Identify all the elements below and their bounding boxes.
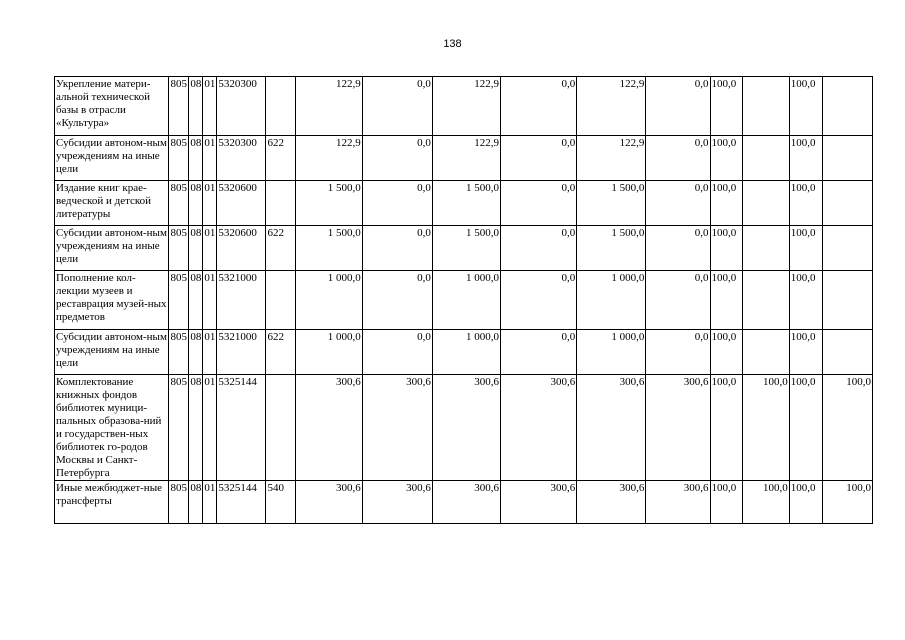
code-ministry: 805 bbox=[169, 330, 189, 375]
value-4: 0,0 bbox=[501, 226, 577, 271]
code-ministry: 805 bbox=[169, 481, 189, 524]
row-name: Субсидии автоном-ным учреждениям на иные цели bbox=[55, 136, 169, 181]
code-target: 5325144 bbox=[217, 481, 266, 524]
value-3: 300,6 bbox=[432, 375, 500, 481]
code-section: 08 bbox=[189, 271, 203, 330]
code-ministry: 805 bbox=[169, 375, 189, 481]
value-3: 122,9 bbox=[432, 77, 500, 136]
code-section: 08 bbox=[189, 181, 203, 226]
percent-2 bbox=[742, 226, 789, 271]
value-4: 0,0 bbox=[501, 136, 577, 181]
table-row bbox=[55, 226, 873, 271]
row-name: Субсидии автоном-ным учреждениям на иные цели bbox=[55, 330, 169, 375]
value-4: 300,6 bbox=[501, 481, 577, 524]
percent-3: 100,0 bbox=[789, 330, 822, 375]
value-1: 1 000,0 bbox=[295, 271, 362, 330]
code-expense-type: 540 bbox=[266, 481, 295, 524]
value-2: 0,0 bbox=[362, 181, 432, 226]
value-3: 1 000,0 bbox=[432, 330, 500, 375]
percent-4 bbox=[822, 77, 872, 136]
percent-2 bbox=[742, 330, 789, 375]
value-4: 300,6 bbox=[501, 375, 577, 481]
code-target: 5321000 bbox=[217, 271, 266, 330]
code-target: 5321000 bbox=[217, 330, 266, 375]
code-expense-type: 622 bbox=[266, 330, 295, 375]
code-expense-type bbox=[266, 271, 295, 330]
percent-2 bbox=[742, 181, 789, 226]
percent-1: 100,0 bbox=[710, 330, 742, 375]
code-subsection: 01 bbox=[203, 226, 217, 271]
value-6: 300,6 bbox=[646, 481, 710, 524]
table-row bbox=[55, 271, 873, 330]
percent-3: 100,0 bbox=[789, 375, 822, 481]
value-1: 300,6 bbox=[295, 481, 362, 524]
value-6: 0,0 bbox=[646, 330, 710, 375]
percent-4: 100,0 bbox=[822, 481, 872, 524]
value-1: 1 000,0 bbox=[295, 330, 362, 375]
value-4: 0,0 bbox=[501, 181, 577, 226]
table-row bbox=[55, 136, 873, 181]
value-1: 122,9 bbox=[295, 77, 362, 136]
row-name: Комплектование книжных фондов библиотек муници-пальных образова-ний и государствен-ных библиотек го-родов Москвы и Санкт-Петербурга bbox=[55, 375, 169, 481]
value-2: 0,0 bbox=[362, 226, 432, 271]
page-number: 138 bbox=[443, 38, 462, 50]
budget-table bbox=[54, 76, 873, 524]
value-1: 122,9 bbox=[295, 136, 362, 181]
percent-1: 100,0 bbox=[710, 181, 742, 226]
value-5: 300,6 bbox=[577, 481, 646, 524]
value-5: 1 000,0 bbox=[577, 271, 646, 330]
code-ministry: 805 bbox=[169, 271, 189, 330]
percent-1: 100,0 bbox=[710, 271, 742, 330]
value-3: 300,6 bbox=[432, 481, 500, 524]
percent-3: 100,0 bbox=[789, 226, 822, 271]
code-target: 5325144 bbox=[217, 375, 266, 481]
percent-1: 100,0 bbox=[710, 226, 742, 271]
value-3: 1 000,0 bbox=[432, 271, 500, 330]
code-subsection: 01 bbox=[203, 271, 217, 330]
code-target: 5320600 bbox=[217, 226, 266, 271]
value-2: 0,0 bbox=[362, 136, 432, 181]
value-3: 1 500,0 bbox=[432, 226, 500, 271]
code-subsection: 01 bbox=[203, 136, 217, 181]
value-5: 1 500,0 bbox=[577, 226, 646, 271]
value-6: 0,0 bbox=[646, 77, 710, 136]
value-5: 1 500,0 bbox=[577, 181, 646, 226]
code-subsection: 01 bbox=[203, 330, 217, 375]
percent-2: 100,0 bbox=[742, 375, 789, 481]
code-section: 08 bbox=[189, 226, 203, 271]
value-6: 300,6 bbox=[646, 375, 710, 481]
code-expense-type bbox=[266, 77, 295, 136]
percent-1: 100,0 bbox=[710, 77, 742, 136]
code-target: 5320300 bbox=[217, 136, 266, 181]
value-2: 300,6 bbox=[362, 481, 432, 524]
value-6: 0,0 bbox=[646, 226, 710, 271]
code-expense-type bbox=[266, 181, 295, 226]
code-section: 08 bbox=[189, 330, 203, 375]
percent-3: 100,0 bbox=[789, 136, 822, 181]
percent-3: 100,0 bbox=[789, 181, 822, 226]
percent-4 bbox=[822, 330, 872, 375]
value-5: 300,6 bbox=[577, 375, 646, 481]
value-3: 122,9 bbox=[432, 136, 500, 181]
code-subsection: 01 bbox=[203, 181, 217, 226]
value-5: 122,9 bbox=[577, 136, 646, 181]
value-6: 0,0 bbox=[646, 181, 710, 226]
table-row bbox=[55, 481, 873, 524]
code-subsection: 01 bbox=[203, 77, 217, 136]
percent-1: 100,0 bbox=[710, 375, 742, 481]
code-expense-type: 622 bbox=[266, 136, 295, 181]
row-name: Издание книг крае-ведческой и детской литературы bbox=[55, 181, 169, 226]
value-1: 300,6 bbox=[295, 375, 362, 481]
row-name: Укрепление матери-альной технической базы в отрасли «Культура» bbox=[55, 77, 169, 136]
percent-2 bbox=[742, 77, 789, 136]
value-4: 0,0 bbox=[501, 77, 577, 136]
value-2: 300,6 bbox=[362, 375, 432, 481]
value-6: 0,0 bbox=[646, 271, 710, 330]
value-2: 0,0 bbox=[362, 77, 432, 136]
table-row bbox=[55, 77, 873, 136]
code-section: 08 bbox=[189, 481, 203, 524]
percent-3: 100,0 bbox=[789, 481, 822, 524]
percent-3: 100,0 bbox=[789, 77, 822, 136]
percent-2: 100,0 bbox=[742, 481, 789, 524]
value-3: 1 500,0 bbox=[432, 181, 500, 226]
percent-4 bbox=[822, 136, 872, 181]
code-ministry: 805 bbox=[169, 226, 189, 271]
value-5: 122,9 bbox=[577, 77, 646, 136]
percent-3: 100,0 bbox=[789, 271, 822, 330]
table-row bbox=[55, 330, 873, 375]
value-6: 0,0 bbox=[646, 136, 710, 181]
percent-4 bbox=[822, 181, 872, 226]
value-1: 1 500,0 bbox=[295, 226, 362, 271]
percent-2 bbox=[742, 271, 789, 330]
value-2: 0,0 bbox=[362, 330, 432, 375]
code-section: 08 bbox=[189, 136, 203, 181]
value-4: 0,0 bbox=[501, 271, 577, 330]
value-1: 1 500,0 bbox=[295, 181, 362, 226]
table-row bbox=[55, 375, 873, 481]
percent-4 bbox=[822, 226, 872, 271]
code-target: 5320300 bbox=[217, 77, 266, 136]
percent-1: 100,0 bbox=[710, 136, 742, 181]
code-expense-type: 622 bbox=[266, 226, 295, 271]
code-target: 5320600 bbox=[217, 181, 266, 226]
value-2: 0,0 bbox=[362, 271, 432, 330]
percent-4: 100,0 bbox=[822, 375, 872, 481]
row-name: Субсидии автоном-ным учреждениям на иные цели bbox=[55, 226, 169, 271]
percent-4 bbox=[822, 271, 872, 330]
percent-1: 100,0 bbox=[710, 481, 742, 524]
code-subsection: 01 bbox=[203, 375, 217, 481]
code-section: 08 bbox=[189, 375, 203, 481]
table-row bbox=[55, 181, 873, 226]
row-name: Пополнение кол-лекции музеев и реставрация музей-ных предметов bbox=[55, 271, 169, 330]
code-ministry: 805 bbox=[169, 136, 189, 181]
percent-2 bbox=[742, 136, 789, 181]
code-section: 08 bbox=[189, 77, 203, 136]
code-expense-type bbox=[266, 375, 295, 481]
value-5: 1 000,0 bbox=[577, 330, 646, 375]
code-ministry: 805 bbox=[169, 77, 189, 136]
code-subsection: 01 bbox=[203, 481, 217, 524]
code-ministry: 805 bbox=[169, 181, 189, 226]
value-4: 0,0 bbox=[501, 330, 577, 375]
row-name: Иные межбюджет-ные трансферты bbox=[55, 481, 169, 524]
